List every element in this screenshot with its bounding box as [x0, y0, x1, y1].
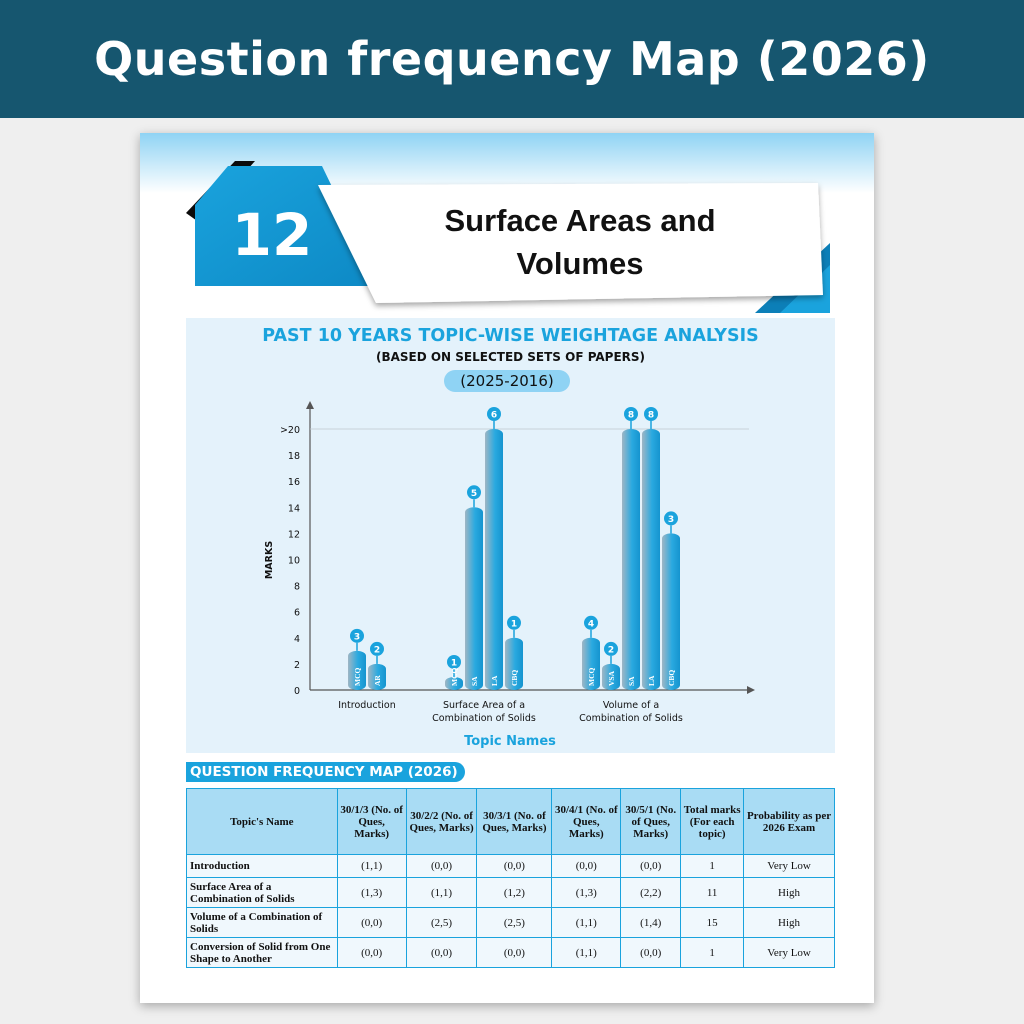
bar-count-label: 1 — [450, 658, 458, 669]
bar-count-label: 2 — [373, 645, 381, 656]
y-axis-label: MARKS — [264, 540, 275, 580]
table-cell: (1,1) — [337, 855, 406, 878]
bar-type-label: SA — [627, 676, 636, 686]
y-axis-arrow — [306, 401, 314, 409]
banner-title: Question frequency Map (2026) — [94, 32, 930, 86]
table-cell: (0,0) — [621, 855, 681, 878]
category-label: Introduction — [338, 700, 396, 711]
table-cell: 15 — [681, 908, 744, 938]
table-row — [187, 938, 835, 968]
column-header: 30/4/1 (No. of Ques, Marks) — [552, 789, 621, 855]
category-label: Surface Area of a — [442, 700, 526, 711]
table-row — [187, 908, 835, 938]
bar-type-label: CBQ — [667, 669, 676, 686]
y-tick-label: 18 — [287, 451, 300, 463]
table-cell: (1,3) — [337, 878, 406, 908]
category-label: Combination of Solids — [579, 713, 683, 724]
table-cell: (1,4) — [621, 908, 681, 938]
bar — [485, 429, 503, 690]
table-cell: (1,3) — [552, 878, 621, 908]
column-header: 30/2/2 (No. of Ques, Marks) — [406, 789, 477, 855]
bar-type-label: AR — [373, 675, 382, 686]
table-cell: (0,0) — [477, 938, 552, 968]
bar — [465, 507, 483, 690]
table-cell: (0,0) — [406, 855, 477, 878]
chapter-title-line-2: Volumes — [516, 246, 644, 281]
bar-count-label: 3 — [353, 632, 361, 643]
bar-type-label: LA — [490, 675, 499, 686]
category-label: Combination of Solids — [432, 713, 536, 724]
table-header-row — [187, 789, 835, 855]
x-axis-arrow — [747, 686, 755, 694]
bar-type-label: MCQ — [353, 667, 362, 686]
table-cell: (2,5) — [406, 908, 477, 938]
chapter-number: 12 — [231, 201, 313, 269]
table-cell: Conversion of Solid from One Shape to Another — [187, 938, 338, 968]
weightage-chart-panel — [186, 318, 835, 753]
table-cell: (2,2) — [621, 878, 681, 908]
y-tick-label: 16 — [287, 477, 300, 489]
table-cell: (0,0) — [337, 908, 406, 938]
bar — [622, 429, 640, 690]
table-cell: Volume of a Combination of Solids — [187, 908, 338, 938]
frequency-map-heading: QUESTION FREQUENCY MAP (2026) — [186, 762, 465, 782]
table-cell: (1,1) — [552, 908, 621, 938]
bar — [662, 533, 680, 690]
table-cell: (2,5) — [477, 908, 552, 938]
bar-type-label: CBQ — [510, 669, 519, 686]
y-tick-label: 2 — [293, 659, 300, 671]
bar-count-label: 2 — [607, 645, 615, 656]
column-header: 30/5/1 (No. of Ques, Marks) — [621, 789, 681, 855]
table-cell: (0,0) — [406, 938, 477, 968]
chapter-title — [423, 199, 737, 285]
chart-period-pill: (2025-2016) — [444, 370, 570, 392]
table-cell: 1 — [681, 855, 744, 878]
column-header: Probability as per 2026 Exam — [744, 789, 835, 855]
bar-type-label: VSA — [607, 670, 616, 686]
bar-count-label: 5 — [470, 488, 478, 499]
table-cell: Very Low — [744, 855, 835, 878]
bar — [642, 429, 660, 690]
bar-type-label: SA — [470, 676, 479, 686]
x-axis-label: Topic Names — [464, 734, 556, 749]
y-tick-label: 12 — [287, 529, 300, 541]
y-tick-label: >20 — [279, 425, 300, 436]
y-tick-label: 0 — [293, 686, 300, 697]
table-row — [187, 855, 835, 878]
weightage-bar-chart — [186, 318, 835, 753]
y-tick-label: 10 — [287, 555, 300, 567]
table-cell: (0,0) — [337, 938, 406, 968]
bar-type-label: LA — [647, 675, 656, 686]
y-tick-label: 14 — [287, 503, 300, 515]
table-cell: (0,0) — [621, 938, 681, 968]
bar-count-label: 6 — [490, 410, 498, 421]
bar-type-label: MCQ — [587, 667, 596, 686]
chart-title: PAST 10 YEARS TOPIC-WISE WEIGHTAGE ANALYSIS — [262, 326, 759, 346]
bar-count-label: 8 — [647, 410, 655, 421]
y-tick-label: 8 — [293, 581, 300, 593]
column-header: 30/3/1 (No. of Ques, Marks) — [477, 789, 552, 855]
column-header: Total marks (For each topic) — [681, 789, 744, 855]
table-cell: 1 — [681, 938, 744, 968]
bar-count-label: 8 — [627, 410, 635, 421]
category-label: Volume of a — [602, 700, 660, 711]
y-tick-label: 4 — [293, 633, 300, 645]
page — [140, 133, 874, 1003]
bar-count-label: 4 — [587, 619, 595, 630]
column-header: 30/1/3 (No. of Ques, Marks) — [337, 789, 406, 855]
table-cell: High — [744, 878, 835, 908]
column-header: Topic's Name — [187, 789, 338, 855]
bar-count-label: 3 — [667, 514, 675, 525]
y-tick-label: 6 — [293, 607, 300, 619]
frequency-map-table — [186, 788, 835, 968]
table-cell: Introduction — [187, 855, 338, 878]
table-cell: 11 — [681, 878, 744, 908]
table-cell: (1,1) — [406, 878, 477, 908]
table-cell: (1,2) — [477, 878, 552, 908]
table-cell: (0,0) — [552, 855, 621, 878]
table-cell: (1,1) — [552, 938, 621, 968]
chapter-title-line-1: Surface Areas and — [444, 203, 716, 238]
table-cell: (0,0) — [477, 855, 552, 878]
table-cell: High — [744, 908, 835, 938]
table-row — [187, 878, 835, 908]
bar-type-label: MCQ — [450, 667, 459, 686]
chart-subtitle: (BASED ON SELECTED SETS OF PAPERS) — [375, 350, 646, 364]
table-cell: Very Low — [744, 938, 835, 968]
bar-count-label: 1 — [510, 619, 518, 630]
table-cell: Surface Area of a Combination of Solids — [187, 878, 338, 908]
